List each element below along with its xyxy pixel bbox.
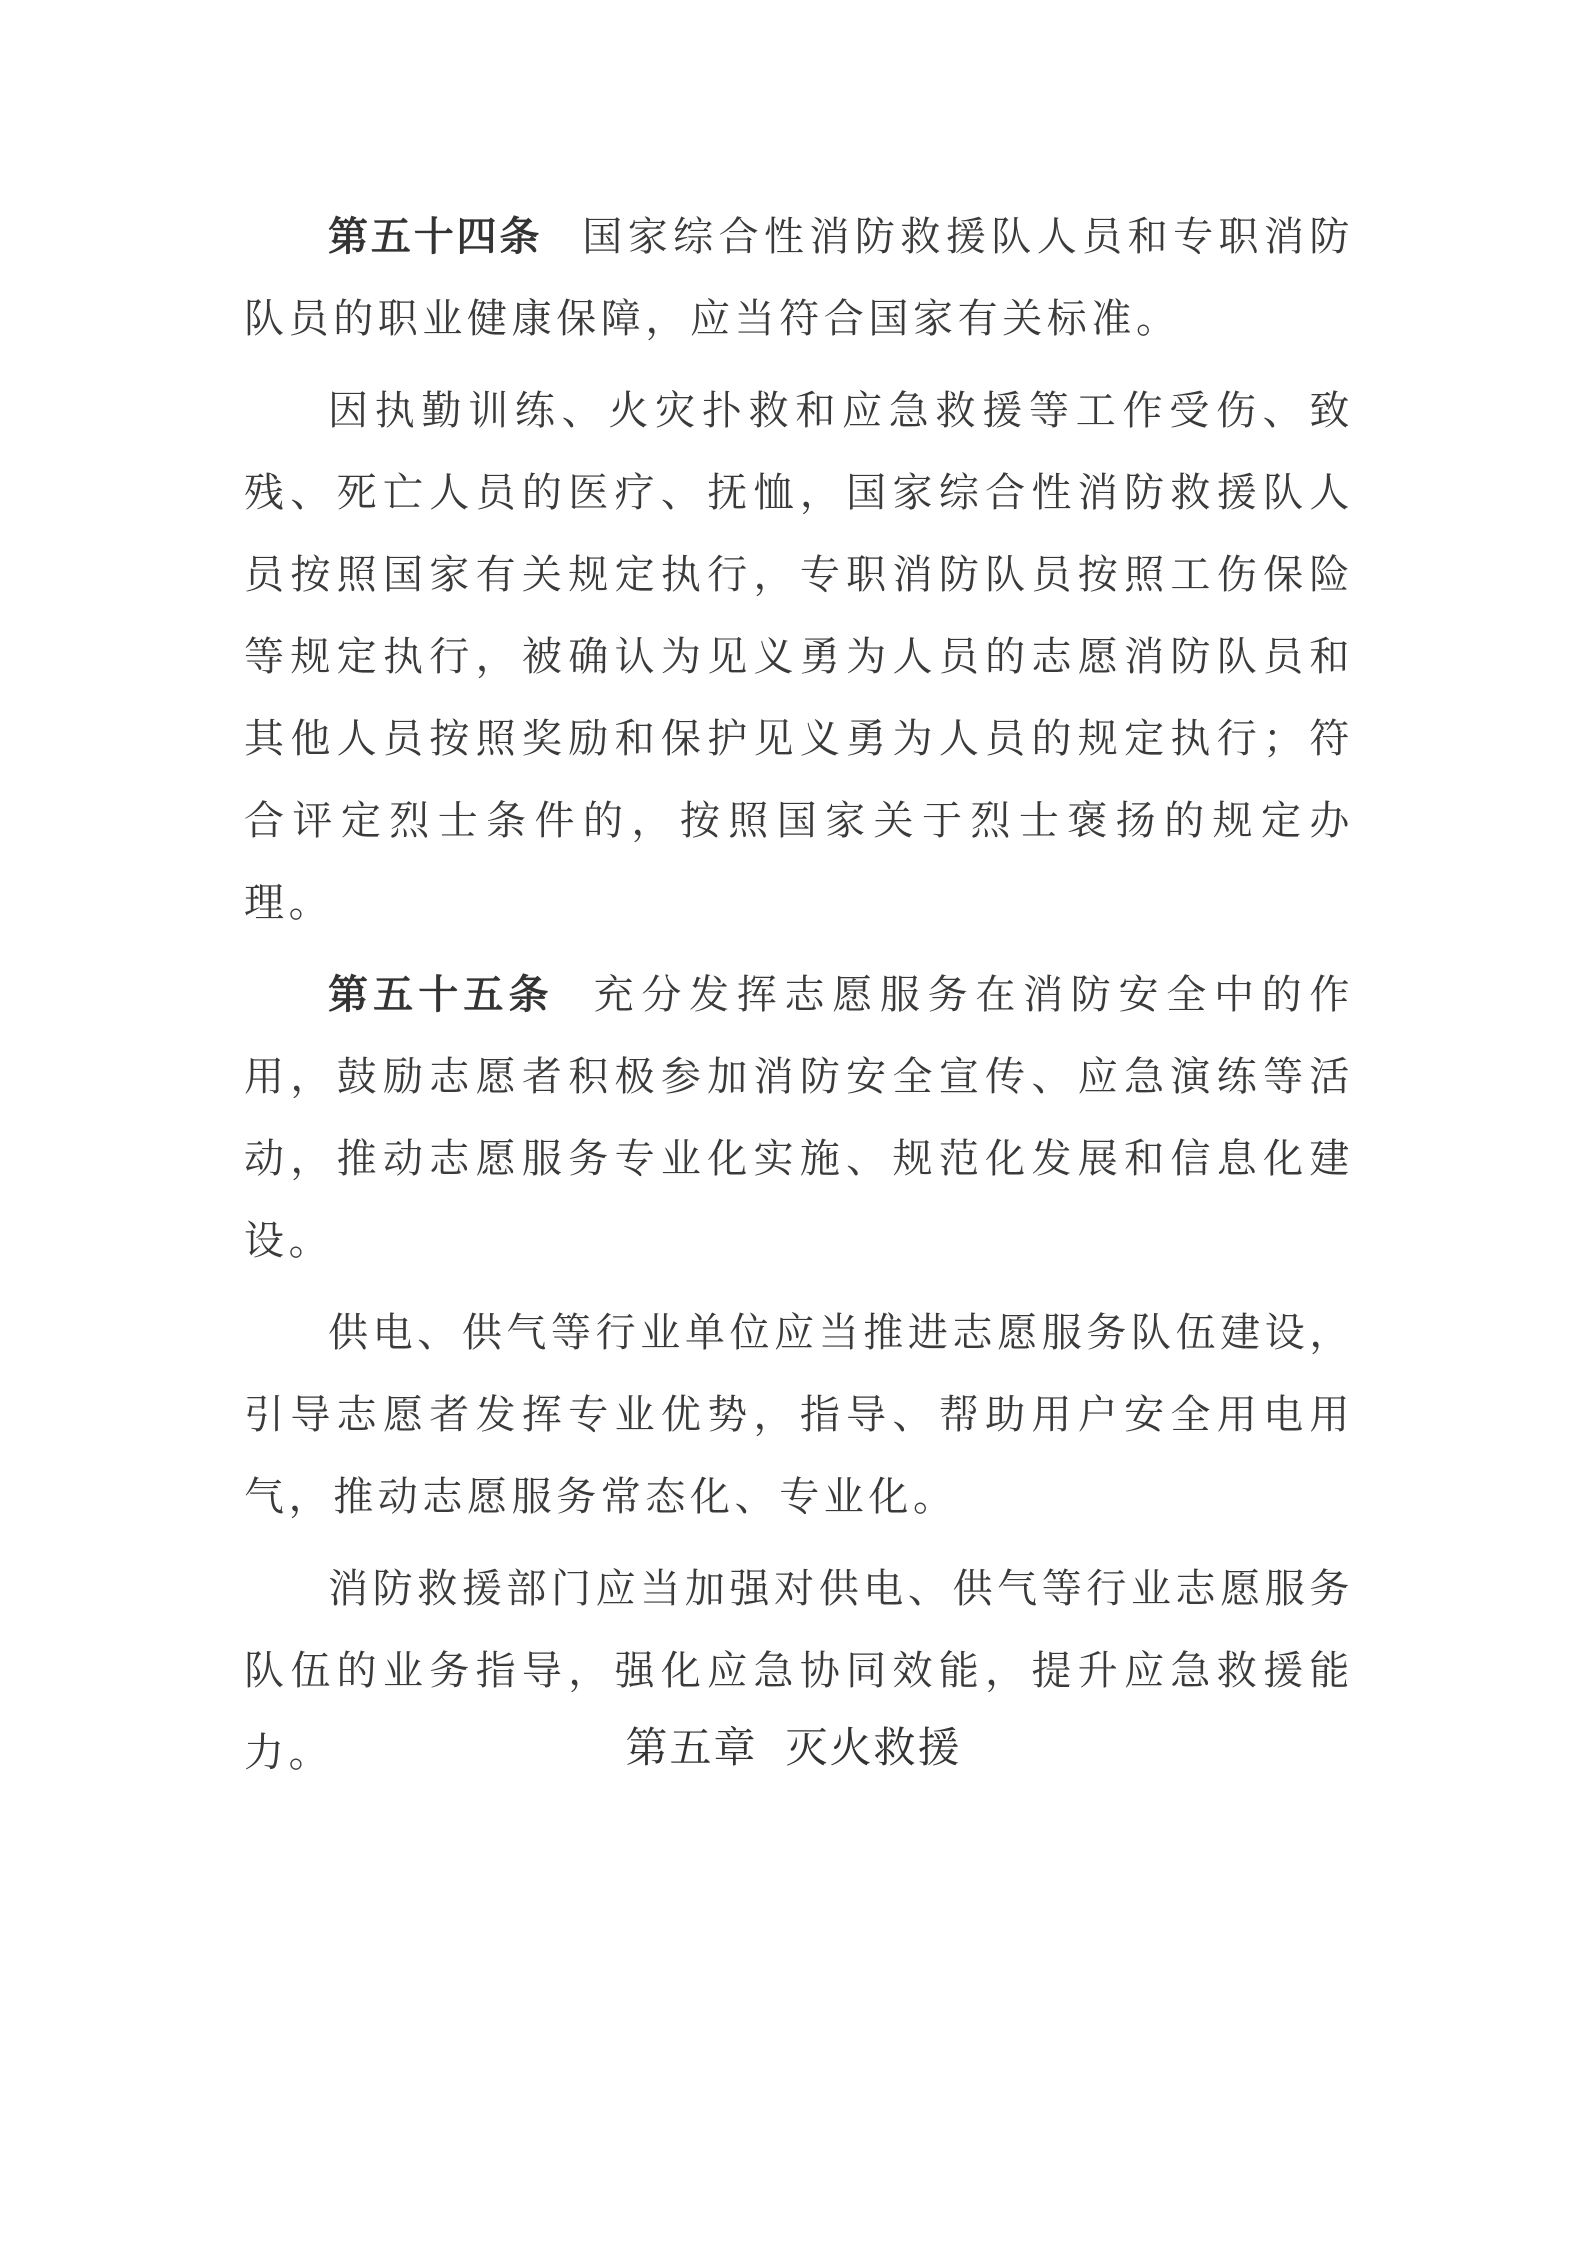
article-55-paragraph-3: 消防救援部门应当加强对供电、供气等行业志愿服务队伍的业务指导，强化应急协同效能，提升应急救援能力。 xyxy=(244,1566,1354,1776)
chapter-title: 灭火救援 xyxy=(785,1723,962,1772)
paragraph-text: 充分发挥志愿服务在消防安全中的作用，鼓励志愿者积极参加消防安全宣传、应急演练等活动，推动志愿服务专业化实施、规范化发展和信息化建设。 xyxy=(244,972,1355,1264)
article-55-paragraph-1 xyxy=(244,954,1354,1282)
paragraph-text: 国家综合性消防救援队人员和专职消防队员的职业健康保障，应当符合国家有关标准。 xyxy=(244,214,1355,342)
article-number: 第五十五条 xyxy=(328,972,554,1018)
article-54-paragraph-1 xyxy=(244,196,1354,360)
chapter-heading xyxy=(0,1715,1587,1775)
chapter-number: 第五章 xyxy=(625,1723,758,1772)
article-number: 第五十四条 xyxy=(328,214,543,260)
document-body xyxy=(244,196,1354,1794)
article-54-paragraph-2: 因执勤训练、火灾扑救和应急救援等工作受伤、致残、死亡人员的医疗、抚恤，国家综合性消防救援队人员按照国家有关规定执行，专职消防队员按照工伤保险等规定执行，被确认为见义勇为人员的志愿消防队员和其他人员按照奖励和保护见义勇为人员的规定执行；符合评定烈士条件的，按照国家关于烈士褒扬的规定办理。 xyxy=(244,388,1354,926)
article-55-paragraph-2: 供电、供气等行业单位应当推进志愿服务队伍建设，引导志愿者发挥专业优势，指导、帮助用户安全用电用气，推动志愿服务常态化、专业化。 xyxy=(244,1310,1354,1520)
